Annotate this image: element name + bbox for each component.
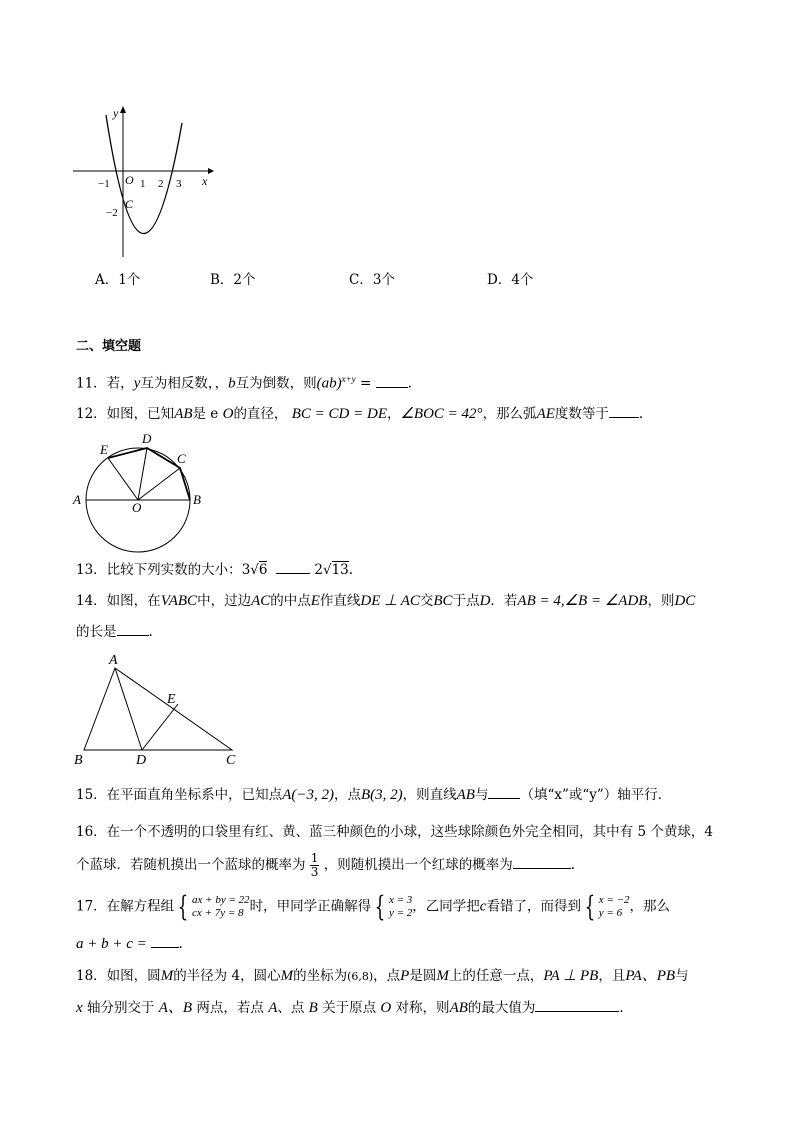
section-heading: 二、填空题	[76, 339, 142, 354]
question-11: 11．若，y互为相反数，，b互为倒数，则(ab)$^{x+y}$ = .	[76, 374, 412, 392]
label-a: A	[109, 653, 118, 668]
solution-2: x = −2 y = 6	[598, 894, 630, 919]
triangle-abc	[84, 668, 232, 750]
x-axis-arrow	[208, 168, 214, 174]
q10-option-d: D．4个	[487, 272, 534, 288]
question-14-line2: 的长是 .	[76, 624, 153, 640]
label-d: D	[136, 753, 147, 768]
question-14-line1: 14．如图，在VABC中，过边AC的中点E作直线DE ⊥ AC交BC于点D．若AB = 4,∠B = ∠ADB，则DC	[76, 593, 696, 609]
circle-figure	[70, 428, 210, 556]
x-axis-label: x	[202, 174, 208, 188]
q10-option-a: A．1个	[95, 272, 141, 288]
solution-1: x = 3 y = 2	[388, 894, 413, 919]
fraction-one-third: $\frac{1}{3}$	[310, 851, 319, 879]
tick-label-neg2: −2	[106, 207, 118, 219]
question-18-line1: 18．如图，圆M的半径为 4，圆心M的坐标为(6,8)，点P是圆M上的任意一点，PA ⊥ PB，且PA、PB与	[76, 968, 689, 984]
tick-label-3: 3	[176, 178, 182, 190]
answer-blank[interactable]	[276, 561, 310, 574]
parabola-figure	[70, 105, 215, 260]
q10-option-c: C．3个	[349, 272, 395, 288]
label-c: C	[226, 753, 236, 768]
label-b: B	[193, 492, 201, 507]
origin-label: O	[125, 173, 134, 187]
equation-system: ax + by = 22 cx + 7y = 8	[192, 894, 250, 919]
y-axis-label: y	[113, 106, 119, 120]
question-15: 15．在平面直角坐标系中，已知点A(−3, 2)，点B(3, 2)，则直线AB与 （填“x”或“y”）轴平行．	[76, 787, 672, 803]
radius-oe	[108, 458, 138, 500]
label-b: B	[74, 753, 83, 768]
tick-label-2: 2	[158, 178, 164, 190]
label-e: E	[167, 692, 176, 707]
question-16-line2: 个蓝球．若随机摸出一个蓝球的概率为 $\frac{1}{3}$ ，则随机摸出一个红球的概率为 .	[76, 851, 576, 879]
answer-blank[interactable]	[151, 935, 179, 948]
question-16-line1: 16．在一个不透明的口袋里有红、黄、蓝三种颜色的小球，这些球除颜色外完全相同，其中有 5 个黄球，4	[76, 824, 713, 840]
radius-od	[138, 448, 147, 500]
answer-blank[interactable]	[376, 375, 408, 388]
segment-ad	[115, 668, 142, 750]
answer-blank[interactable]	[535, 999, 619, 1012]
question-12: 12．如图，已知AB是 e O的直径， BC = CD = DE，∠BOC = 42°，那么弧AE度数等于 .	[76, 406, 644, 422]
answer-blank[interactable]	[513, 856, 571, 869]
label-o: O	[132, 500, 142, 515]
answer-blank[interactable]	[117, 623, 149, 636]
answer-blank[interactable]	[609, 405, 639, 418]
question-13: 13．比较下列实数的大小：3√6 2√13.	[76, 562, 354, 578]
label-a: A	[73, 492, 81, 507]
label-e: E	[100, 442, 108, 457]
triangle-figure	[70, 648, 250, 768]
label-d: D	[142, 431, 152, 446]
answer-blank[interactable]	[488, 786, 520, 799]
y-axis-arrow	[120, 106, 126, 113]
tick-label-1: 1	[140, 178, 146, 190]
q10-option-b: B．2个	[210, 272, 256, 288]
radius-oc	[138, 468, 180, 500]
question-17-line1: 17．在解方程组 { ax + by = 22 cx + 7y = 8 时，甲同学正确解得 { x = 3 y = 2 ，乙同学把c看错了，而得到 { x = −2 y = 6 ，那么	[76, 890, 671, 923]
question-18-line2: x 轴分别交于 A、B 两点，若点 A、点 B 关于原点 O 对称，则AB的最大值为 .	[76, 1000, 624, 1016]
tick-label-neg1: −1	[98, 178, 110, 190]
question-17-line2: a + b + c = .	[76, 936, 183, 952]
segment-de	[142, 704, 178, 750]
label-c: C	[177, 451, 186, 466]
point-c-label: C	[125, 197, 134, 211]
